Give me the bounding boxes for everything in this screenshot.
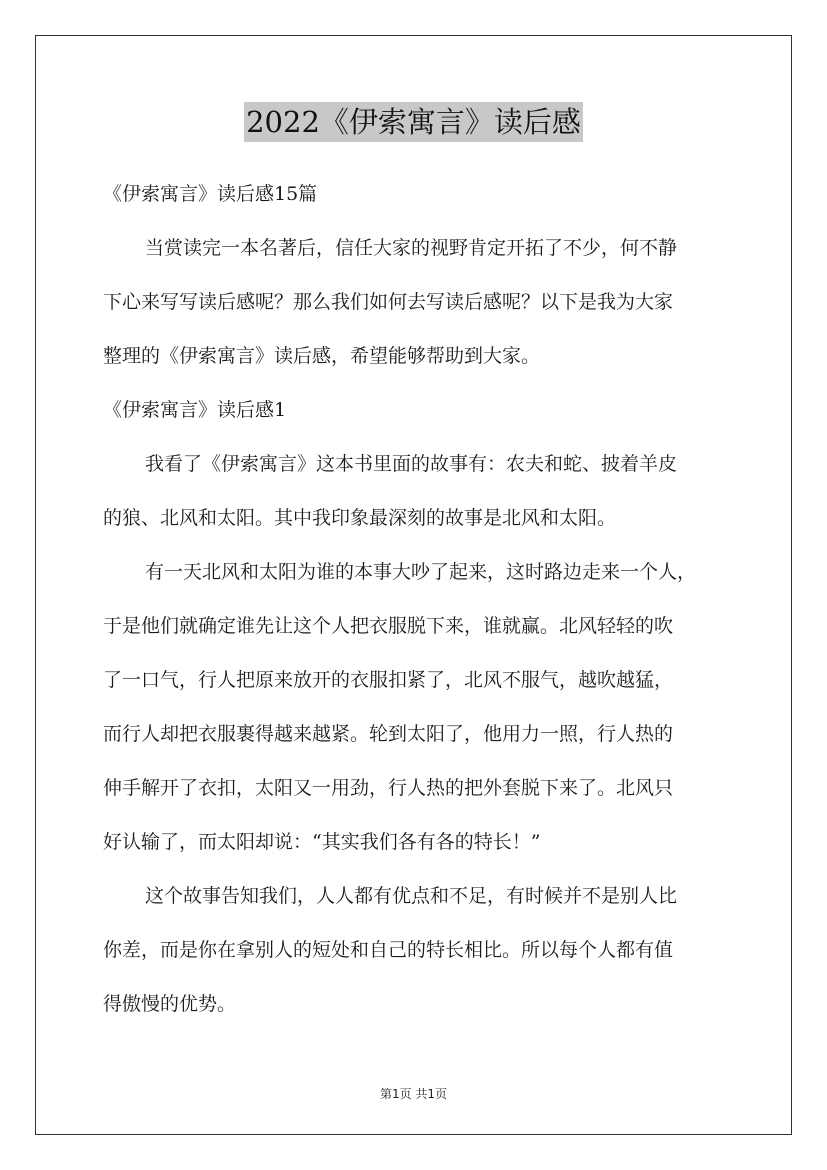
document-title: 2022《伊索寓言》读后感 [244, 102, 583, 142]
paragraph-2-line-3: 了一口气，行人把原来放开的衣服扣紧了，北风不服气，越吹越猛， [103, 669, 674, 691]
section-heading: 《伊索寓言》读后感1 [103, 399, 287, 421]
paragraph-2-line-4: 而行人却把衣服裹得越来越紧。轮到太阳了，他用力一照，行人热的 [103, 723, 674, 745]
title-container [0, 102, 827, 142]
paragraph-2-line-5: 伸手解开了衣扣，太阳又一用劲，行人热的把外套脱下来了。北风只 [103, 777, 674, 799]
intro-line-1: 当赏读完一本名著后，信任大家的视野肯定开拓了不少，何不静 [145, 237, 678, 259]
paragraph-2-line-2: 于是他们就确定谁先让这个人把衣服脱下来，谁就赢。北风轻轻的吹 [103, 615, 674, 637]
intro-line-3: 整理的《伊索寓言》读后感，希望能够帮助到大家。 [103, 345, 541, 367]
paragraph-2-line-1: 有一天北风和太阳为谁的本事大吵了起来，这时路边走来一个人， [145, 561, 697, 583]
paragraph-2-line-6: 好认输了，而太阳却说：“其实我们各有各的特长！” [103, 831, 541, 853]
paragraph-3-line-1: 这个故事告知我们，人人都有优点和不足，有时候并不是别人比 [145, 885, 678, 907]
paragraph-1-line-1: 我看了《伊索寓言》这本书里面的故事有：农夫和蛇、披着羊皮 [145, 453, 678, 475]
paragraph-3-line-3: 得傲慢的优势。 [103, 993, 237, 1015]
intro-line-2: 下心来写写读后感呢？那么我们如何去写读后感呢？以下是我为大家 [103, 291, 674, 313]
paragraph-1-line-2: 的狼、北风和太阳。其中我印象最深刻的故事是北风和太阳。 [103, 507, 617, 529]
paragraph-3-line-2: 你差，而是你在拿别人的短处和自己的特长相比。所以每个人都有值 [103, 939, 674, 961]
page-footer: 第1页 共1页 [379, 1087, 448, 1101]
subtitle-line: 《伊索寓言》读后感15篇 [103, 183, 318, 205]
